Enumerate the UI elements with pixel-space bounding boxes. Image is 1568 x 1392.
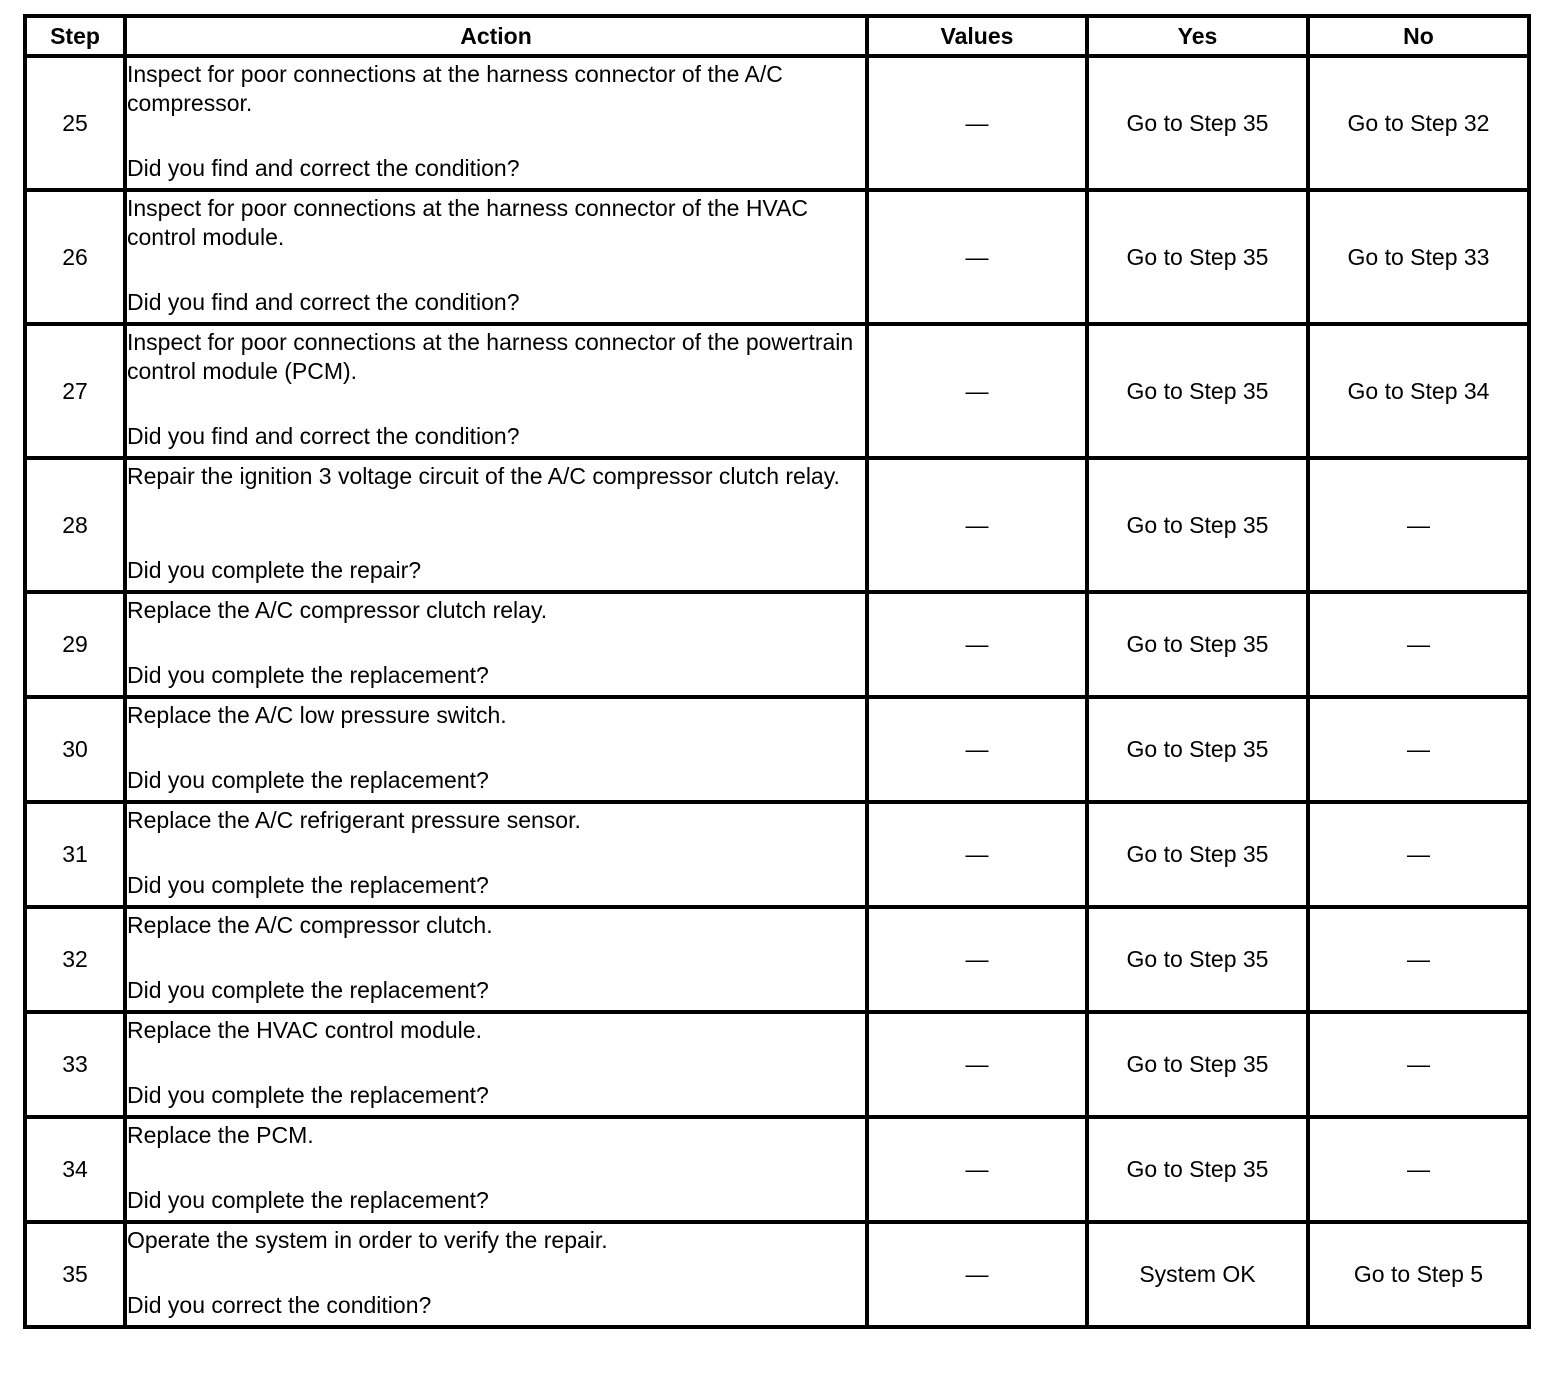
step-number: 25	[25, 56, 125, 190]
values-cell: —	[867, 697, 1087, 802]
table-row	[25, 802, 1529, 907]
yes-cell: System OK	[1087, 1222, 1308, 1327]
header-yes: Yes	[1087, 16, 1308, 56]
table-row	[25, 1117, 1529, 1222]
no-cell: Go to Step 5	[1308, 1222, 1529, 1327]
step-number: 35	[25, 1222, 125, 1327]
yes-cell: Go to Step 35	[1087, 190, 1308, 324]
values-cell: —	[867, 592, 1087, 697]
yes-cell: Go to Step 35	[1087, 802, 1308, 907]
action-text: Inspect for poor connections at the harness connector of the powertrain control module (PCM).	[127, 328, 854, 384]
step-number: 30	[25, 697, 125, 802]
action-cell	[125, 458, 867, 592]
header-row	[25, 16, 1529, 56]
table-row	[25, 458, 1529, 592]
header-action: Action	[125, 16, 867, 56]
action-cell	[125, 1012, 867, 1117]
yes-cell: Go to Step 35	[1087, 592, 1308, 697]
yes-cell: Go to Step 35	[1087, 697, 1308, 802]
step-number: 34	[25, 1117, 125, 1222]
action-question: Did you find and correct the condition?	[127, 288, 520, 315]
table-row	[25, 324, 1529, 458]
values-cell: —	[867, 458, 1087, 592]
table-row	[25, 56, 1529, 190]
action-text: Replace the A/C low pressure switch.	[127, 701, 507, 728]
action-question: Did you find and correct the condition?	[127, 422, 520, 449]
yes-cell: Go to Step 35	[1087, 1117, 1308, 1222]
yes-cell: Go to Step 35	[1087, 1012, 1308, 1117]
header-step: Step	[25, 16, 125, 56]
yes-cell: Go to Step 35	[1087, 458, 1308, 592]
action-question: Did you complete the replacement?	[127, 976, 489, 1003]
action-text: Replace the A/C refrigerant pressure sensor.	[127, 806, 581, 833]
no-cell: —	[1308, 458, 1529, 592]
table-row	[25, 190, 1529, 324]
action-text: Inspect for poor connections at the harness connector of the HVAC control module.	[127, 194, 809, 250]
values-cell: —	[867, 1012, 1087, 1117]
values-cell: —	[867, 1117, 1087, 1222]
action-text: Replace the A/C compressor clutch.	[127, 911, 493, 938]
no-cell: —	[1308, 697, 1529, 802]
action-question: Did you complete the replacement?	[127, 871, 489, 898]
no-cell: —	[1308, 802, 1529, 907]
table-row	[25, 697, 1529, 802]
action-cell	[125, 697, 867, 802]
action-question: Did you complete the replacement?	[127, 661, 489, 688]
action-cell	[125, 802, 867, 907]
action-question: Did you find and correct the condition?	[127, 154, 520, 181]
action-text: Replace the PCM.	[127, 1121, 314, 1148]
table-row	[25, 1012, 1529, 1117]
values-cell: —	[867, 1222, 1087, 1327]
step-number: 29	[25, 592, 125, 697]
no-cell: —	[1308, 1117, 1529, 1222]
action-cell	[125, 190, 867, 324]
action-text: Replace the HVAC control module.	[127, 1016, 482, 1043]
action-question: Did you complete the repair?	[127, 556, 422, 583]
table-row	[25, 1222, 1529, 1327]
yes-cell: Go to Step 35	[1087, 907, 1308, 1012]
values-cell: —	[867, 907, 1087, 1012]
action-cell	[125, 324, 867, 458]
header-values: Values	[867, 16, 1087, 56]
values-cell: —	[867, 190, 1087, 324]
action-cell	[125, 592, 867, 697]
action-text: Operate the system in order to verify the repair.	[127, 1226, 608, 1253]
values-cell: —	[867, 56, 1087, 190]
values-cell: —	[867, 324, 1087, 458]
action-cell	[125, 907, 867, 1012]
action-question: Did you complete the replacement?	[127, 766, 489, 793]
diagnostic-table	[23, 14, 1531, 1329]
action-question: Did you complete the replacement?	[127, 1186, 489, 1213]
yes-cell: Go to Step 35	[1087, 56, 1308, 190]
step-number: 26	[25, 190, 125, 324]
no-cell: Go to Step 32	[1308, 56, 1529, 190]
action-cell	[125, 56, 867, 190]
action-text: Replace the A/C compressor clutch relay.	[127, 596, 548, 623]
no-cell: —	[1308, 592, 1529, 697]
action-text: Inspect for poor connections at the harness connector of the A/C compressor.	[127, 60, 783, 116]
no-cell: Go to Step 33	[1308, 190, 1529, 324]
action-cell	[125, 1222, 867, 1327]
table-row	[25, 592, 1529, 697]
action-cell	[125, 1117, 867, 1222]
values-cell: —	[867, 802, 1087, 907]
action-question: Did you complete the replacement?	[127, 1081, 489, 1108]
action-text: Repair the ignition 3 voltage circuit of the A/C compressor clutch relay.	[127, 462, 840, 489]
no-cell: Go to Step 34	[1308, 324, 1529, 458]
no-cell: —	[1308, 1012, 1529, 1117]
step-number: 28	[25, 458, 125, 592]
step-number: 31	[25, 802, 125, 907]
step-number: 33	[25, 1012, 125, 1117]
action-question: Did you correct the condition?	[127, 1291, 432, 1318]
step-number: 32	[25, 907, 125, 1012]
table-row	[25, 907, 1529, 1012]
no-cell: —	[1308, 907, 1529, 1012]
step-number: 27	[25, 324, 125, 458]
yes-cell: Go to Step 35	[1087, 324, 1308, 458]
header-no: No	[1308, 16, 1529, 56]
